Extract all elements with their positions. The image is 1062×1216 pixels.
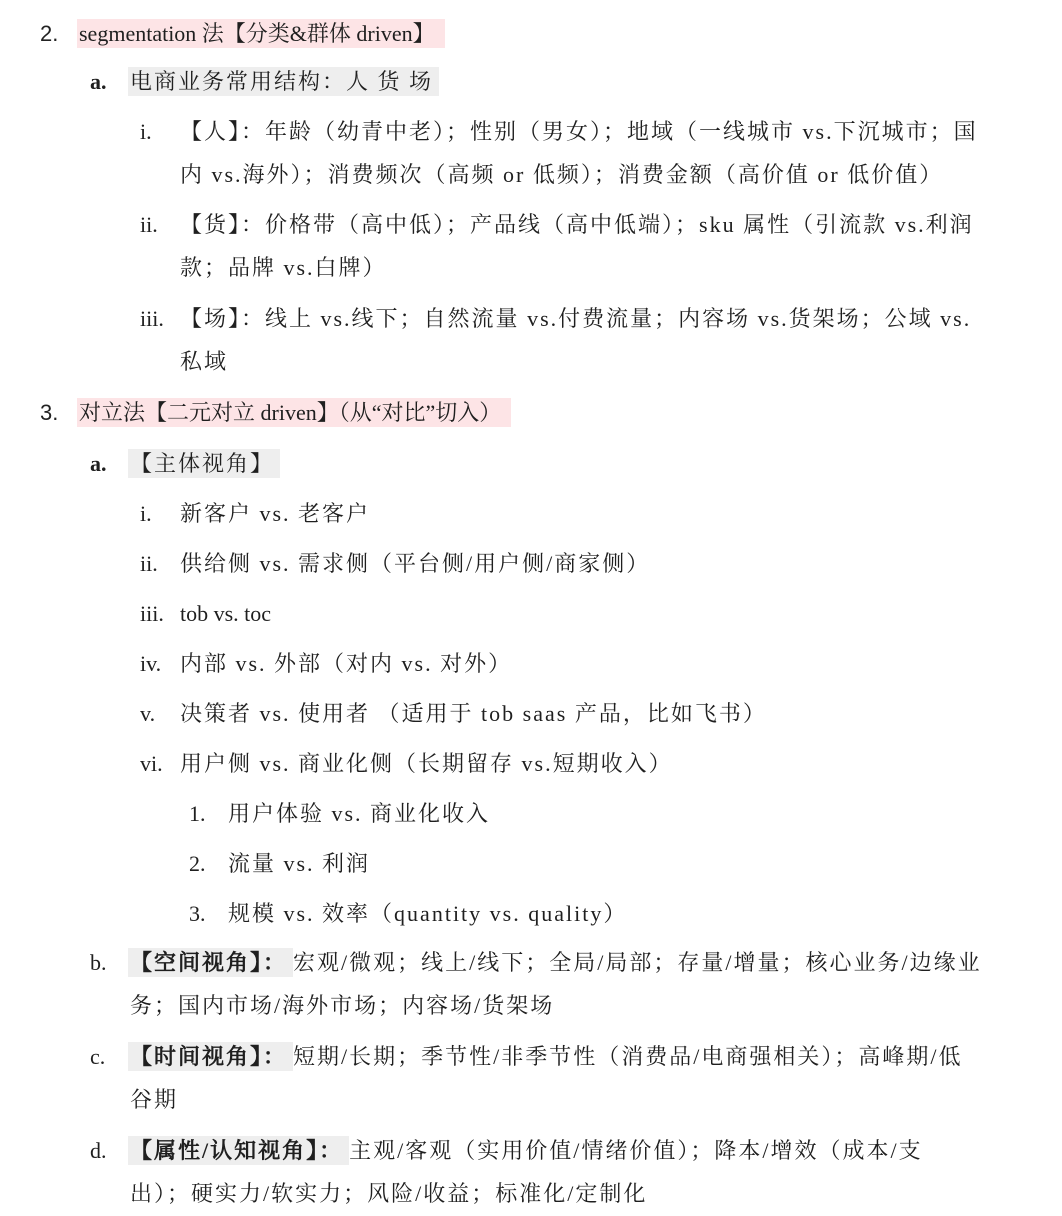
item-text: 【场】：线上 vs.线下；自然流量 vs.付费流量；内容场 vs.货架场；公域 vs.私域 — [180, 306, 972, 374]
perspective-label: 【属性/认知视角】： — [128, 1136, 349, 1165]
list-marker: 3. — [189, 901, 206, 926]
list-marker: i. — [140, 119, 152, 144]
perspective-text: 短期/长期；季节性/非季节性（消费品/电商强相关）；高峰期/低谷期 — [130, 1044, 963, 1112]
list-marker: iii. — [140, 306, 164, 331]
heading-text: segmentation 法【分类&群体 driven】 — [77, 19, 445, 48]
heading-text: 对立法【二元对立 driven】（从“对比”切入） — [77, 398, 511, 427]
list-marker: v. — [140, 701, 156, 726]
subheading — [130, 60, 982, 103]
item-text — [130, 1129, 982, 1215]
list-marker: ii. — [140, 212, 158, 237]
perspective-text: 宏观/微观；线上/线下；全局/局部；存量/增量；核心业务/边缘业务；国内市场/海外市场；内容场/货架场 — [130, 950, 982, 1018]
list-marker: 3. — [40, 400, 59, 425]
list-marker: d. — [90, 1138, 107, 1163]
list-marker: c. — [90, 1044, 106, 1069]
item-text: 决策者 vs. 使用者 （适用于 tob saas 产品，比如飞书） — [180, 701, 767, 726]
item-text: 新客户 vs. 老客户 — [180, 501, 371, 526]
item-text — [130, 1035, 982, 1121]
item-text: 【人】：年龄（幼青中老）；性别（男女）；地域（一线城市 vs.下沉城市；国内 vs.海外）；消费频次（高频 or 低频）；消费金额（高价值 or 低价值） — [180, 119, 978, 187]
list-marker: ii. — [140, 551, 158, 576]
list-marker: 1. — [189, 801, 206, 826]
item-text: tob vs. toc — [180, 601, 272, 626]
list-marker: a. — [90, 69, 107, 94]
item-text — [130, 941, 982, 1027]
list-marker: iii. — [140, 601, 164, 626]
item-text: 供给侧 vs. 需求侧（平台侧/用户侧/商家侧） — [180, 551, 651, 576]
subheading-text: 【主体视角】 — [128, 449, 280, 478]
list-marker: iv. — [140, 651, 162, 676]
list-marker: b. — [90, 950, 107, 975]
list-marker: a. — [90, 451, 107, 476]
section-heading — [79, 12, 445, 55]
list-marker: i. — [140, 501, 152, 526]
subheading-text: 电商业务常用结构：人 货 场 — [128, 67, 439, 96]
subheading — [130, 442, 982, 485]
section-heading — [79, 391, 511, 434]
item-text: 【货】：价格带（高中低）；产品线（高中低端）；sku 属性（引流款 vs.利润款；品牌 vs.白牌） — [180, 212, 974, 280]
item-text: 用户体验 vs. 商业化收入 — [228, 801, 491, 826]
perspective-text: 主观/客观（实用价值/情绪价值）；降本/增效（成本/支出）；硬实力/软实力；风险/收益；标准化/定制化 — [130, 1138, 923, 1206]
list-marker: 2. — [40, 21, 59, 46]
list-marker: vi. — [140, 751, 163, 776]
perspective-label: 【时间视角】： — [128, 1042, 293, 1071]
item-text: 规模 vs. 效率（quantity vs. quality） — [228, 901, 628, 926]
perspective-label: 【空间视角】： — [128, 948, 293, 977]
item-text: 流量 vs. 利润 — [228, 851, 371, 876]
item-text: 用户侧 vs. 商业化侧（长期留存 vs.短期收入） — [180, 751, 673, 776]
item-text: 内部 vs. 外部（对内 vs. 对外） — [180, 651, 513, 676]
list-marker: 2. — [189, 851, 206, 876]
